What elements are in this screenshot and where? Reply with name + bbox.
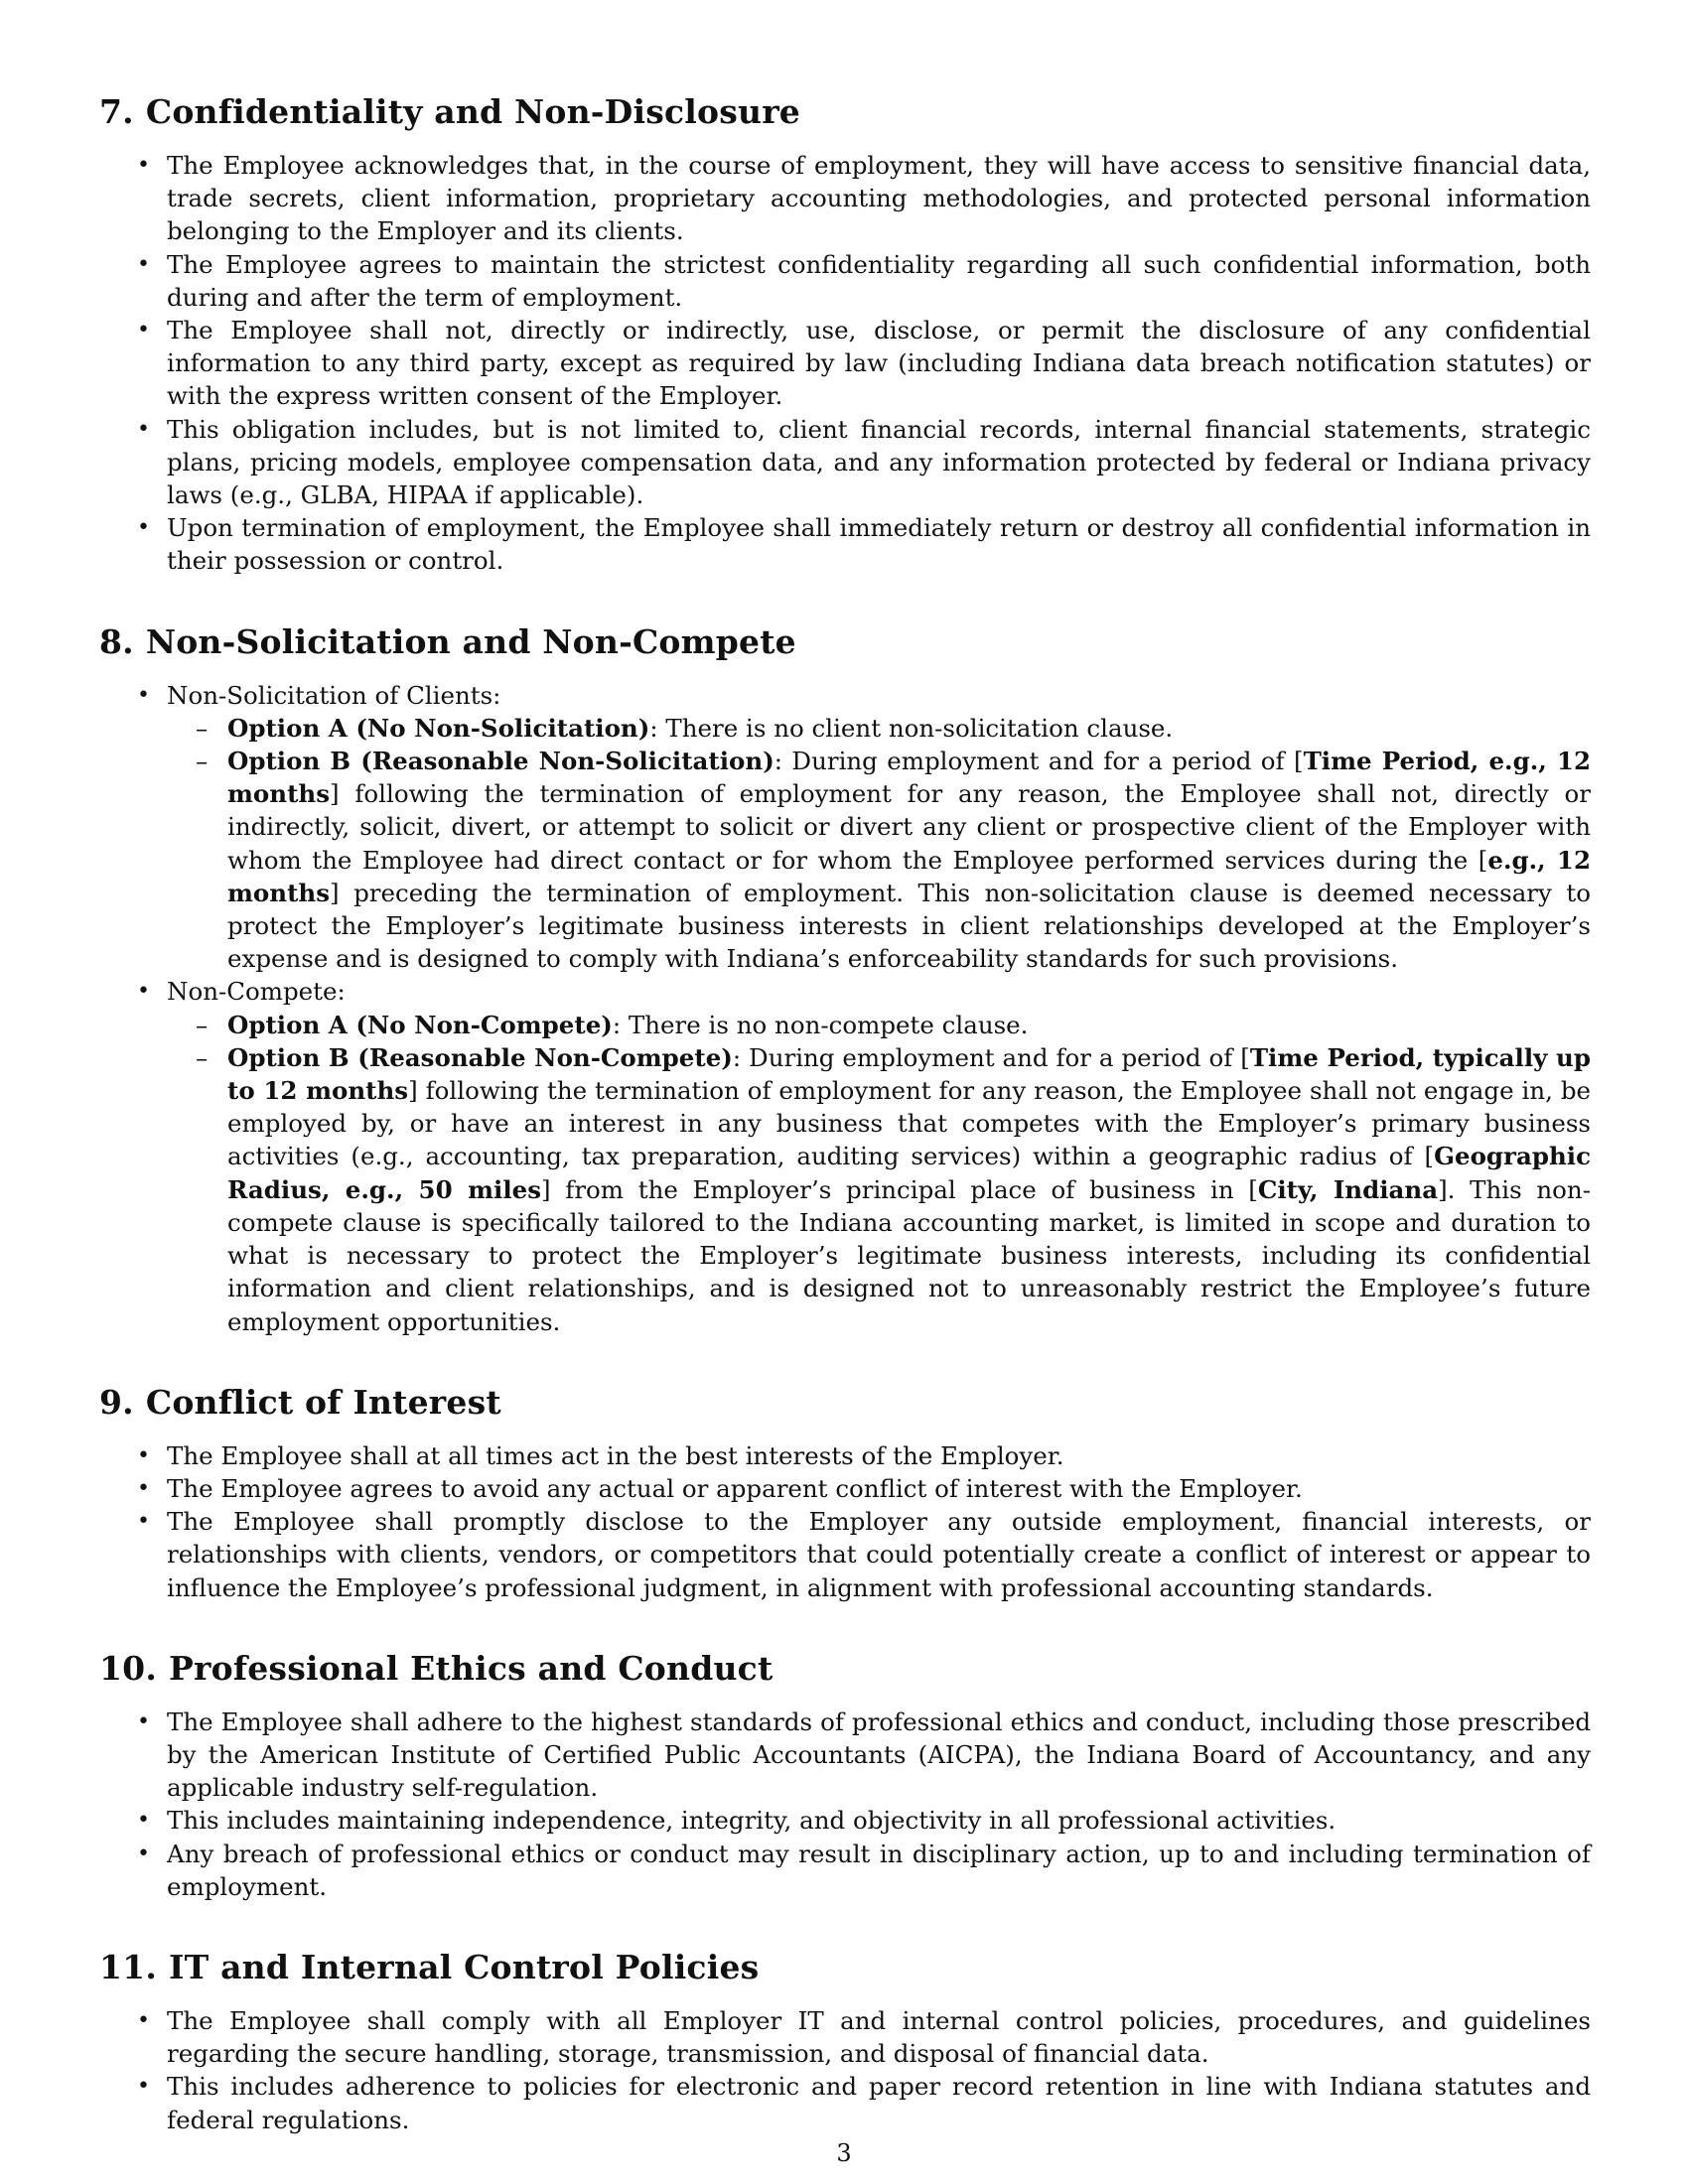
section-heading xyxy=(99,621,1591,663)
placeholder-text: Geographic Radius, e.g., 50 miles xyxy=(227,1142,1591,1204)
page-number: 3 xyxy=(836,2139,852,2167)
option-label: Option B (Reasonable Non-Compete) xyxy=(227,1042,733,1072)
section-heading xyxy=(99,91,1591,133)
bullet-list xyxy=(99,149,1591,578)
item-label: Non-Solicitation of Clients: xyxy=(167,680,501,710)
section-heading xyxy=(99,1947,1591,1988)
list-item: • This includes maintaining independence, integrity, and objectivity in all professional activities. xyxy=(167,1804,1591,1837)
sub-item-option-b xyxy=(227,745,1591,975)
option-text: ] preceding the termination of employment. This non-solicitation clause is deemed necessary to protect the Employer’s legitimate business interests in client relationships developed at the Employer’s expense and is designed to comply with Indiana’s enforceability standards for such provisions. xyxy=(227,878,1591,974)
section-heading xyxy=(99,1648,1591,1690)
bullet-list xyxy=(99,2004,1591,2136)
placeholder-text: e.g., 12 months xyxy=(227,845,1591,907)
section-title: Professional Ethics and Conduct xyxy=(169,1648,774,1688)
section-conflict-of-interest xyxy=(99,1382,1591,1604)
option-text: ] from the Employer’s principal place of business in [ xyxy=(541,1174,1258,1204)
list-item: • The Employee shall comply with all Employer IT and internal control policies, procedures, and guidelines regarding the secure handling, storage, transmission, and disposal of financial data. xyxy=(167,2004,1591,2070)
section-heading xyxy=(99,1382,1591,1424)
document-body xyxy=(99,91,1591,2180)
option-text: : During employment and for a period of [ xyxy=(732,1042,1250,1072)
list-item: • The Employee acknowledges that, in the course of employment, they will have access to sensitive financial data, trade secrets, client information, proprietary accounting methodologies, and protected personal information belonging to the Employer and its clients. xyxy=(167,149,1591,248)
list-item: • The Employee agrees to avoid any actual or apparent conflict of interest with the Employer. xyxy=(167,1472,1591,1505)
option-text: : During employment and for a period of [ xyxy=(774,747,1304,776)
option-label: Option A (No Non-Compete) xyxy=(227,1010,613,1039)
sub-item-option-a xyxy=(227,1009,1591,1041)
list-item: • The Employee shall promptly disclose to the Employer any outside employment, financial interests, or relationships with clients, vendors, or competitors that could potentially create a conflict of interest or appear to influence the Employee’s professional judgment, in alignment with professional accounting standards. xyxy=(167,1505,1591,1604)
list-item: • This includes adherence to policies for electronic and paper record retention in line with Indiana statutes and federal regulations. xyxy=(167,2070,1591,2135)
section-number: 7. xyxy=(99,92,134,131)
section-title: IT and Internal Control Policies xyxy=(169,1947,760,1986)
bullet-list xyxy=(99,1706,1591,1903)
section-title: Conflict of Interest xyxy=(145,1382,501,1422)
section-number: 8. xyxy=(99,621,134,661)
section-it-internal-control xyxy=(99,1947,1591,2136)
bullet-list xyxy=(99,1439,1591,1604)
option-label: Option A (No Non-Solicitation) xyxy=(227,713,650,743)
section-number: 9. xyxy=(99,1382,134,1422)
list-item: • Upon termination of employment, the Employee shall immediately return or destroy all confidential information in their possession or control. xyxy=(167,511,1591,577)
section-title: Non-Solicitation and Non-Compete xyxy=(145,621,796,661)
sub-item-option-a xyxy=(227,712,1591,745)
placeholder-text: Time Period, typically up to 12 months xyxy=(227,1042,1591,1106)
placeholder-text: Time Period, e.g., 12 months xyxy=(227,747,1591,809)
option-text: : There is no non-compete clause. xyxy=(612,1010,1029,1039)
option-label: Option B (Reasonable Non-Solicitation) xyxy=(227,747,774,776)
section-non-solicitation-non-compete xyxy=(99,621,1591,1338)
sub-list xyxy=(167,1009,1591,1338)
section-number: 11. xyxy=(99,1947,158,1986)
section-number: 10. xyxy=(99,1648,158,1688)
list-item: • The Employee shall at all times act in the best interests of the Employer. xyxy=(167,1439,1591,1472)
item-label: Non-Compete: xyxy=(167,977,346,1007)
list-item-non-solicitation xyxy=(167,679,1591,976)
option-text: ] following the termination of employment for any reason, the Employee shall not engage in, be employed by, or have an interest in any business that competes with the Employer’s primary business activities (e.g., accounting, tax preparation, auditing services) within a geographic radius of [ xyxy=(227,1076,1592,1171)
sub-item-option-b xyxy=(227,1041,1591,1338)
sub-list xyxy=(167,712,1591,976)
list-item: • This obligation includes, but is not limited to, client financial records, internal financial statements, strategic plans, pricing models, employee compensation data, and any information protected by federal or Indiana privacy laws (e.g., GLBA, HIPAA if applicable). xyxy=(167,413,1591,512)
section-professional-ethics xyxy=(99,1648,1591,1903)
list-item: • The Employee shall adhere to the highest standards of professional ethics and conduct, including those prescribed by the American Institute of Certified Public Accountants (AICPA), the Indiana Board of Accountancy, and any applicable industry self-regulation. xyxy=(167,1706,1591,1805)
option-text: ] following the termination of employment for any reason, the Employee shall not, directly or indirectly, solicit, divert, or attempt to solicit or divert any client or prospective client of the Employer with whom the Employee had direct contact or for whom the Employee performed services during the [ xyxy=(227,779,1591,875)
option-text: : There is no client non-solicitation clause. xyxy=(649,713,1174,743)
section-confidentiality xyxy=(99,91,1591,578)
list-item-non-compete xyxy=(167,975,1591,1337)
list-item: • Any breach of professional ethics or conduct may result in disciplinary action, up to and including termination of employment. xyxy=(167,1838,1591,1903)
section-title: Confidentiality and Non-Disclosure xyxy=(145,92,800,131)
list-item: • The Employee shall not, directly or indirectly, use, disclose, or permit the disclosure of any confidential information to any third party, except as required by law (including Indiana data breach notification statutes) or with the express written consent of the Employer. xyxy=(167,314,1591,413)
placeholder-text: City, Indiana xyxy=(1257,1174,1439,1204)
bullet-list xyxy=(99,679,1591,1338)
option-text: ]. This non-compete clause is specifically tailored to the Indiana accounting market, is limited in scope and duration to what is necessary to protect the Employer’s legitimate business interests, including its confidential information and client relationships, and is designed not to unreasonably restrict the Employee’s future employment opportunities. xyxy=(227,1174,1591,1336)
list-item: • The Employee agrees to maintain the strictest confidentiality regarding all such confidential information, both during and after the term of employment. xyxy=(167,248,1591,314)
